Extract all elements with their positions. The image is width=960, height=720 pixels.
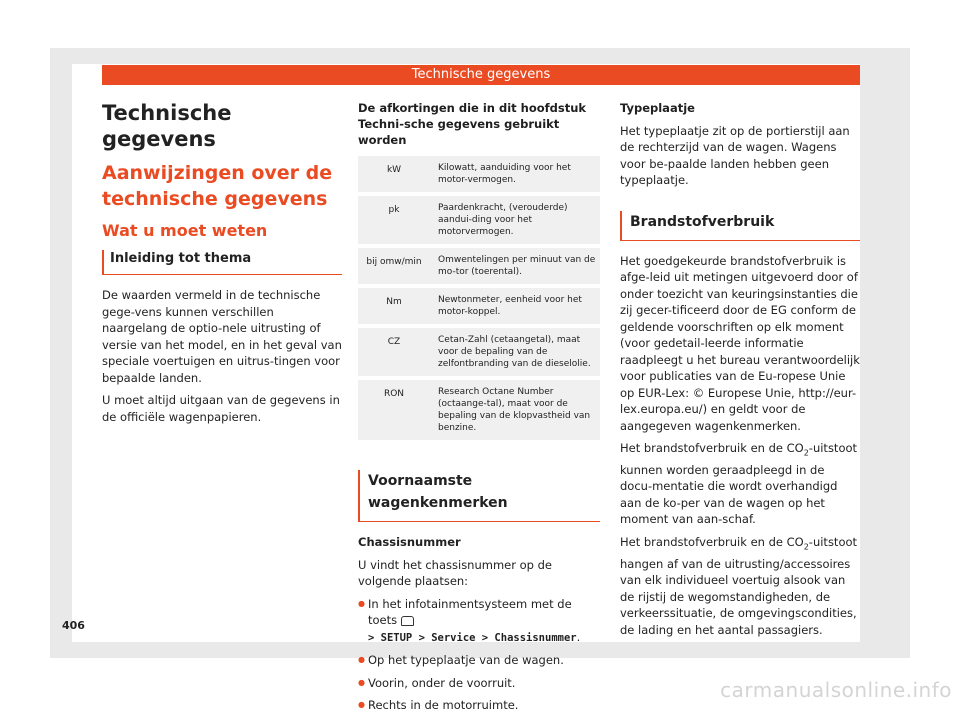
topic-heading: Inleiding tot thema bbox=[102, 250, 342, 275]
subscript: 2 bbox=[803, 542, 809, 552]
text-run: Het brandstofverbruik en de CO bbox=[620, 441, 804, 455]
table-row bbox=[358, 156, 600, 194]
abbr-cell: pk bbox=[358, 194, 430, 246]
chapter-title: Technische gegevens bbox=[102, 101, 232, 151]
fuel-paragraph-2 bbox=[620, 440, 860, 528]
main-features-heading: Voornaamste wagenkenmerken bbox=[358, 470, 600, 522]
car-icon bbox=[401, 616, 414, 626]
abbr-cell: Nm bbox=[358, 286, 430, 326]
typeplate-title: Typeplaatje bbox=[620, 101, 695, 115]
desc-cell: Research Octane Number (octaange-tal), maat voor de bepaling van de klopvastheid van benzine. bbox=[430, 378, 600, 442]
text-run: Het brandstofverbruik en de CO bbox=[620, 534, 804, 549]
list-item: ● Op het typeplaatje van de wagen. bbox=[358, 652, 600, 669]
column-left bbox=[102, 100, 342, 431]
bullet-text: In het infotainmentsysteem met de toets bbox=[368, 596, 572, 627]
text-run: -uitstoot hangen af van de uitrusting/accessoires van elk individueel voertuig alsook van de rijstij de wegomstandigheden, de verkeerssituatie, de omgevingscondities, de lading en het aantal passagiers. bbox=[620, 534, 858, 637]
abbr-cell: kW bbox=[358, 156, 430, 194]
table-row bbox=[358, 326, 600, 378]
chassis-number-title: Chassisnummer bbox=[358, 535, 461, 549]
list-item: ● Voorin, onder de voorruit. bbox=[358, 675, 600, 692]
desc-cell: Kilowatt, aanduiding voor het motor-vermogen. bbox=[430, 156, 600, 194]
table-row bbox=[358, 194, 600, 246]
abbr-cell: RON bbox=[358, 378, 430, 442]
fuel-consumption-heading: Brandstofverbruik bbox=[620, 211, 860, 241]
desc-cell: Cetan-Zahl (cetaangetal), maat voor de bepaling van de zelfontbranding van de dieselolie. bbox=[430, 326, 600, 378]
text-run: -uitstoot kunnen worden geraadpleegd in de docu-mentatie die wordt overhandigd aan de ko-per van de wagen op het moment van aan-schaf. bbox=[620, 441, 858, 527]
official-papers-paragraph: U moet altijd uitgaan van de gegevens in de officiële wagenpapieren. bbox=[102, 393, 340, 424]
desc-cell: Omwentelingen per minuut van de mo-tor (toerental). bbox=[430, 246, 600, 286]
column-middle bbox=[358, 100, 600, 720]
desc-cell: Newtonmeter, eenheid voor het motor-koppel. bbox=[430, 286, 600, 326]
abbr-cell: CZ bbox=[358, 326, 430, 378]
table-row bbox=[358, 286, 600, 326]
table-row bbox=[358, 246, 600, 286]
running-header: Technische gegevens bbox=[102, 65, 860, 85]
page-number: 406 bbox=[62, 619, 85, 632]
watermark: carmanualsonline.info bbox=[720, 678, 952, 702]
typeplate-text: Het typeplaatje zit op de portierstijl aan de rechterzijd van de wagen. Wagens voor be-paalde landen hebben geen typeplaatje. bbox=[620, 123, 850, 187]
menu-path: > SETUP > Service > Chassisnummer bbox=[368, 631, 577, 644]
intro-paragraph: De waarden vermeld in de technische gege-vens kunnen verschillen naargelang de optio-nele uitrusting of versie van het model, en in het geval van speciale voertuigen en uitrus-tingen voor bepaalde landen. bbox=[102, 288, 342, 385]
list-item bbox=[358, 596, 600, 647]
fuel-paragraph-1: Het goedgekeurde brandstofverbruik is afge-leid uit metingen uitgevoerd door of onder toezicht van keuringsinstanties die zij gecer-tificeerd door de EG conform de geldende voorschriften op elk moment (voor gedetail-leerde informatie raadpleegt u het bureau verantwoordelijk voor publicaties van de Eu-ropese Unie op EUR-Lex: © Europese Unie, http://eur-lex.europa.eu/) en geldt voor de aangegeven wagenkenmerken. bbox=[620, 253, 860, 433]
fuel-paragraph-3 bbox=[620, 534, 860, 638]
section-title: Aanwijzingen over de technische gegevens bbox=[102, 162, 333, 210]
abbr-cell: bij omw/min bbox=[358, 246, 430, 286]
bullet-end: . bbox=[576, 629, 581, 644]
chassis-number-text: U vindt het chassisnummer op de volgende plaatsen: bbox=[358, 557, 552, 588]
column-right bbox=[620, 100, 860, 644]
subscript: 2 bbox=[803, 448, 809, 458]
abbreviation-table-title: De afkortingen die in dit hoofdstuk Techni-sche gegevens gebruikt worden bbox=[358, 101, 587, 147]
subsection-title: Wat u moet weten bbox=[102, 221, 268, 240]
desc-cell: Paardenkracht, (verouderde) aandui-ding voor het motorvermogen. bbox=[430, 194, 600, 246]
list-item: ● Rechts in de motorruimte. bbox=[358, 697, 600, 714]
abbreviation-table bbox=[358, 156, 600, 444]
table-row bbox=[358, 378, 600, 442]
